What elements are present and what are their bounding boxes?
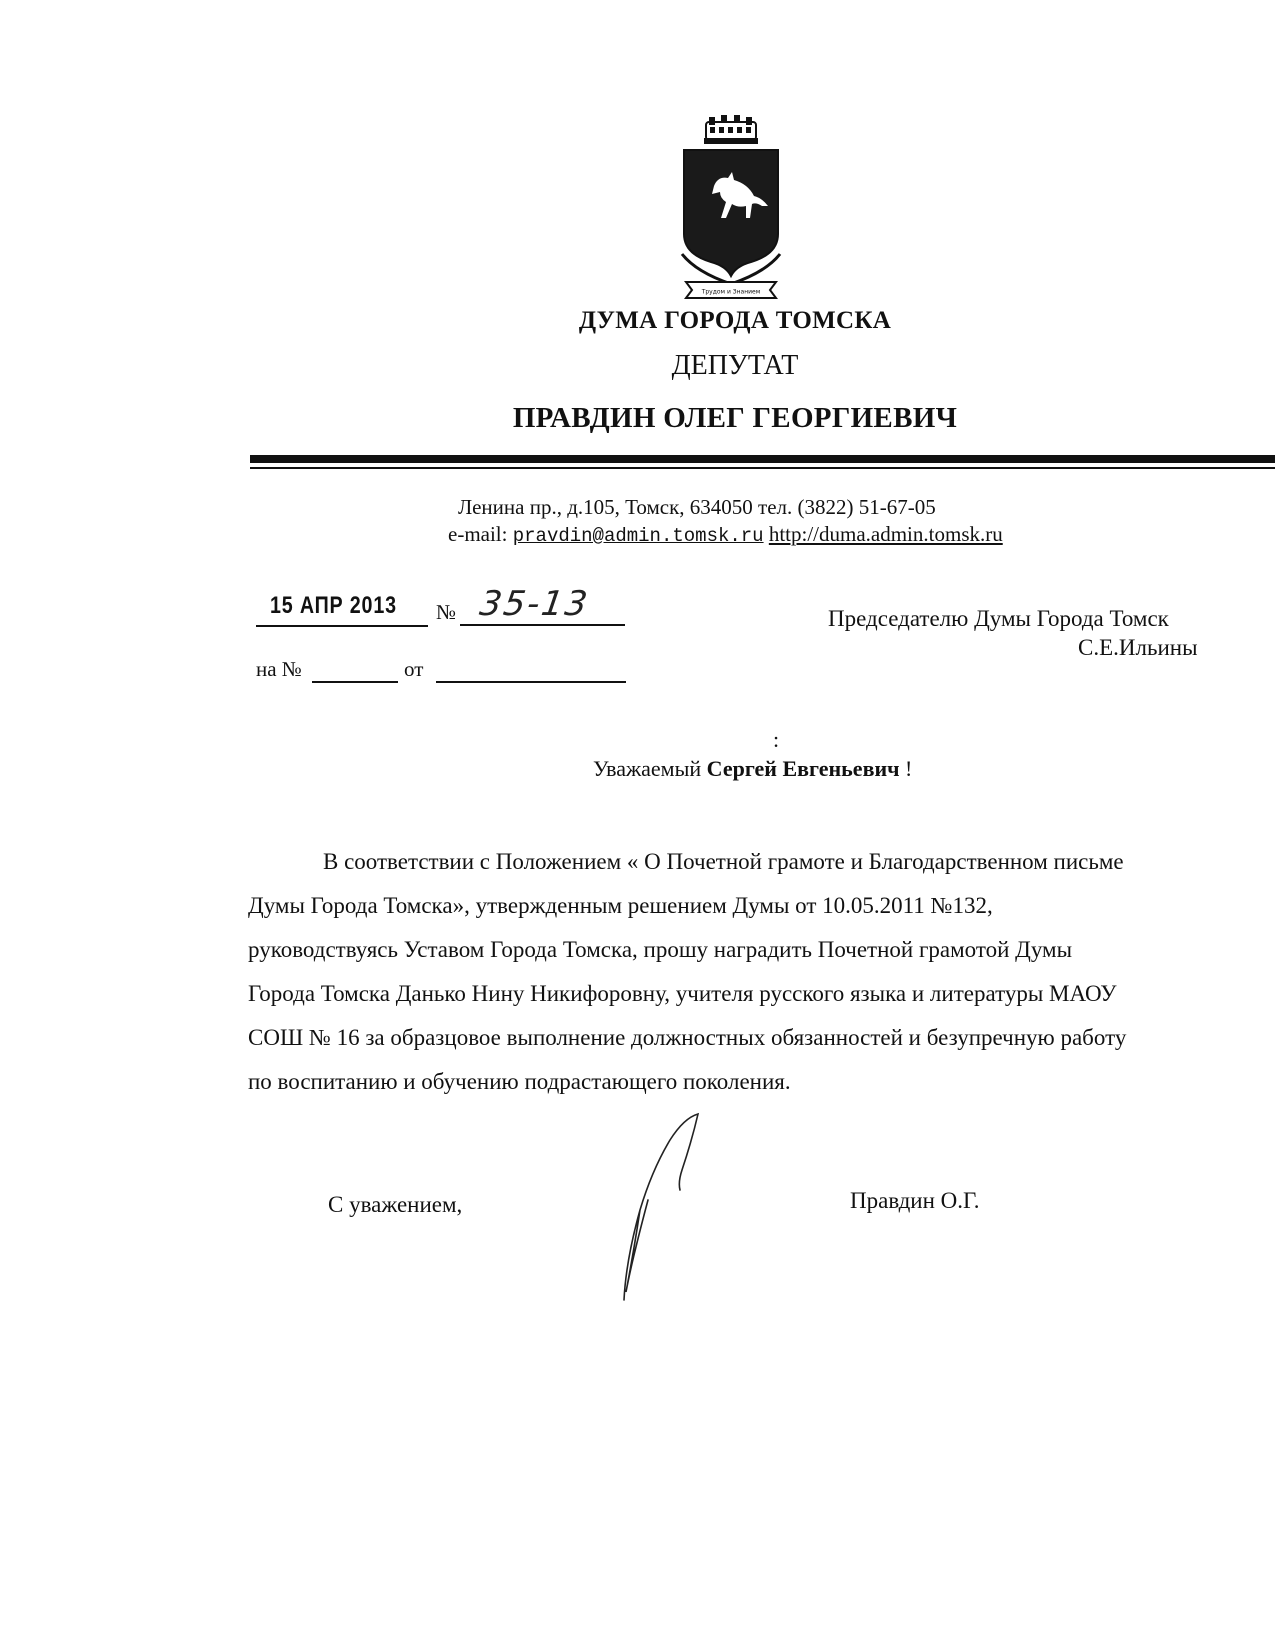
- colon-mark: :: [773, 727, 780, 752]
- body-line: В соответствии с Положением « О Почетной грамоте и Благодарственном письме: [323, 849, 1124, 874]
- deputy-title: ДЕПУТАТ: [671, 350, 799, 381]
- organization-name: ДУМА ГОРОДА ТОМСКА: [578, 307, 892, 334]
- shield-icon: [684, 150, 778, 276]
- handwritten-signature: [612, 1110, 722, 1305]
- date-underline: [256, 625, 428, 627]
- body-line: руководствуясь Уставом Города Томска, прошу наградить Почетной грамотой Думы: [248, 937, 1073, 962]
- addressee-name: С.Е.Ильины: [1078, 635, 1198, 660]
- header-divider-thin: [250, 467, 1275, 469]
- contact-links: [448, 522, 1003, 547]
- website-link[interactable]: http://duma.admin.tomsk.ru: [768, 522, 1003, 546]
- greeting-suffix: !: [899, 756, 913, 781]
- from-label: от: [404, 657, 424, 681]
- number-label: №: [436, 600, 457, 624]
- closing-phrase: С уважением,: [328, 1192, 463, 1217]
- greeting: [593, 756, 912, 782]
- date-stamp: 15 АПР 2013: [270, 592, 397, 619]
- reply-date-blank: [436, 681, 626, 683]
- coat-of-arms-emblem: [676, 114, 786, 304]
- email-link[interactable]: pravdin@admin.tomsk.ru: [512, 525, 764, 547]
- reply-number-blank: [312, 681, 398, 683]
- registration-number-handwritten: 35-13: [477, 584, 592, 624]
- crown-icon: [704, 115, 758, 144]
- addressee-title: Председателю Думы Города Томск: [828, 606, 1169, 631]
- header-divider-thick: [250, 455, 1275, 463]
- body-line: Города Томска Данько Нину Никифоровну, учителя русского языка и литературы МАОУ: [248, 981, 1117, 1006]
- greeting-prefix: Уважаемый: [593, 756, 702, 781]
- email-label: e-mail:: [448, 522, 508, 546]
- number-underline: [460, 624, 625, 626]
- greeting-name: Сергей Евгеньевич: [706, 756, 900, 781]
- letter-body: [248, 840, 1275, 1104]
- body-line: по воспитанию и обучению подрастающего поколения.: [248, 1069, 791, 1094]
- body-line: Думы Города Томска», утвержденным решением Думы от 10.05.2011 №132,: [248, 893, 993, 918]
- svg-text:Трудом и Знанием: Трудом и Знанием: [701, 288, 761, 296]
- reply-to-label: на №: [256, 657, 302, 681]
- signer-name: Правдин О.Г.: [850, 1188, 980, 1213]
- deputy-name: ПРАВДИН ОЛЕГ ГЕОРГИЕВИЧ: [512, 402, 958, 434]
- postal-address: Ленина пр., д.105, Томск, 634050 тел. (3822) 51-67-05: [458, 495, 936, 519]
- body-line: СОШ № 16 за образцовое выполнение должностных обязанностей и безупречную работу: [248, 1025, 1127, 1050]
